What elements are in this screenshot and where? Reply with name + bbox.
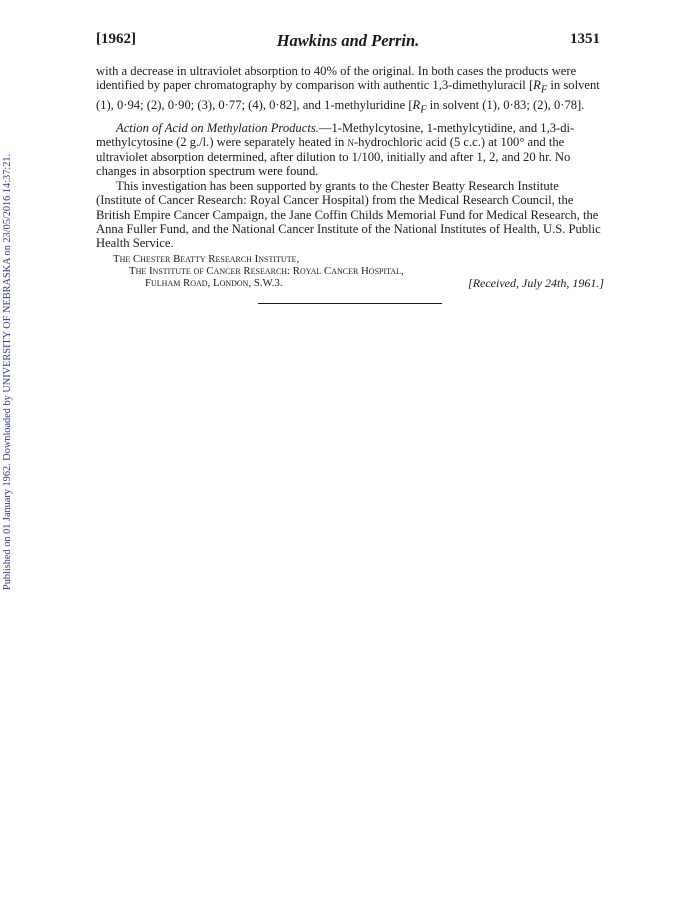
p2-text-a: —1-Methylcytosine, 1-methylcytidine, and 1,3-di-methylcytosine (2 g./l.) were separately heated in [96, 121, 575, 150]
section-heading: Action of Acid on Methylation Products. [116, 121, 319, 135]
paragraph-acknowledgement [96, 179, 604, 250]
address-street: Fulham Road, London, S.W.3. [145, 277, 283, 289]
end-rule [258, 303, 442, 304]
p3-text: This investigation has been supported by grants to the Chester Beatty Research Institute (Institute of Cancer Research: Royal Cancer Hospital) from the Medical Research Council, the British Empire Cancer Campaign, the Jane Coffin Childs Memorial Fund for Medical Research, the Anna Fuller Fund, and the National Cancer Institute of the National Institutes of Health, U.S. Public Health Service. [96, 179, 601, 251]
p1-text-c: in solvent (1), 0·83; (2), 0·78]. [426, 98, 585, 113]
received-date: [Received, July 24th, 1961.] [468, 276, 604, 290]
rf-symbol: $R_F$ [533, 78, 548, 96]
rf-symbol: $R_F$ [412, 98, 427, 116]
normality-symbol: n [347, 135, 354, 150]
download-watermark-text: Published on 01 January 1962. Downloaded by UNIVERSITY OF NEBRASKA on 23/05/2016 14:37:21. [2, 153, 13, 590]
p1-text-b: in solvent (1), 0·94; (2), 0·90; (3), 0·77; (4), 0·82], and 1-methyluridine [ [96, 78, 600, 113]
address-line-2: The Institute of Cancer Research: Royal Cancer Hospital, [129, 265, 404, 277]
paragraph-products-identified [96, 64, 604, 118]
p1-text-a: with a decrease in ultraviolet absorption to 40% of the original. In both cases the products were identified by paper chromatography by comparison with authentic 1,3-dimethyluracil [ [96, 64, 577, 93]
address-line-3 [145, 277, 604, 290]
running-header [96, 31, 600, 53]
header-title: Hawkins and Perrin. [276, 31, 420, 50]
paragraph-acid-action [96, 121, 604, 178]
header-year: [1962] [96, 31, 136, 47]
header-page-number: 1351 [570, 31, 600, 47]
download-watermark [2, 120, 14, 590]
address-line-1: The Chester Beatty Research Institute, [113, 253, 300, 265]
p2-text-b: -hydrochloric acid (5 c.c.) at 100° and the ultraviolet absorption determined, after dilution to 1/100, initially and after 1, 2, and 20 hr. No changes in absorption spectrum were found. [96, 135, 571, 178]
